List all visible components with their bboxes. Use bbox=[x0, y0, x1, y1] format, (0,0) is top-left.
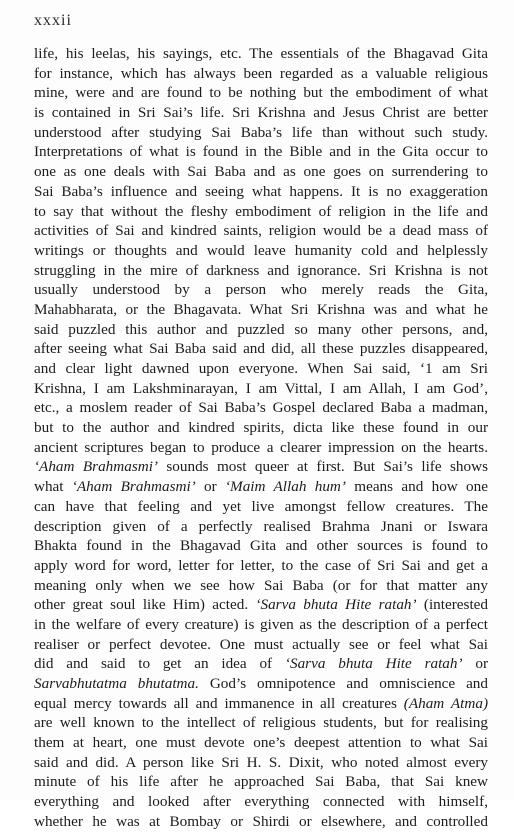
text-run: apply word for word, letter for letter, to the case of Sri Sai and get a bbox=[34, 556, 488, 574]
text-line bbox=[34, 497, 488, 517]
text-line bbox=[34, 615, 488, 635]
text-line bbox=[34, 103, 488, 123]
text-run: Mahabharata, or the Bhagavata. What Sri Krishna was and what he bbox=[34, 300, 488, 318]
text-line bbox=[34, 379, 488, 399]
text-run: Bhakta found in the Bhagavad Gita and other sources is found to bbox=[34, 537, 488, 555]
text-run: ancient scriptures began to produce a clearer impression on the hearts. bbox=[34, 438, 488, 456]
text-line bbox=[34, 733, 488, 753]
text-line bbox=[34, 359, 488, 379]
text-run: life, his leelas, his sayings, etc. The essentials of the Bhagavad Gita bbox=[34, 45, 488, 62]
text-run: activities of Sai and kindred saints, religion would be a dead mass of bbox=[34, 222, 488, 240]
text-run: other great soul like Him) acted. bbox=[34, 596, 256, 614]
italic-phrase: ‘Sarva bhuta Hite ratah’ bbox=[255, 596, 417, 614]
text-run: what bbox=[34, 478, 72, 496]
text-run: said puzzled this author and puzzled so many other persons, and, bbox=[34, 320, 488, 338]
text-run: description given of a perfectly realised Brahma Jnani or Iswara bbox=[34, 517, 488, 535]
text-line bbox=[34, 142, 488, 162]
text-line bbox=[34, 674, 488, 694]
text-line bbox=[34, 300, 488, 320]
text-line bbox=[34, 595, 488, 615]
text-run: sounds most queer at first. But Sai’s life shows bbox=[157, 458, 488, 476]
text-line bbox=[34, 221, 488, 241]
italic-phrase: Sarvabhutatma bhutatma. bbox=[34, 675, 199, 692]
text-line bbox=[34, 123, 488, 143]
text-run: them at heart, one must devote one’s deepest attention to what Sai bbox=[34, 734, 488, 752]
text-run: Interpretations of what is found in the Bible and in the Gita occur to bbox=[34, 143, 488, 161]
text-run: usually understood by a person who merely reads the Gita, bbox=[34, 281, 488, 299]
text-run: God’s omnipotence and omniscience and bbox=[198, 675, 488, 692]
text-line bbox=[34, 713, 488, 733]
text-line bbox=[34, 182, 488, 202]
text-run: understood after studying Sai Baba’s life than without such study. bbox=[34, 123, 488, 141]
text-run: writings or thoughts and would leave humanity cold and helplessly bbox=[34, 241, 488, 259]
text-line bbox=[34, 280, 488, 300]
text-line bbox=[34, 635, 488, 655]
page-number: xxxii bbox=[34, 12, 72, 29]
text-run: one as one deals with Sai Baba and as one goes on surrendering to bbox=[34, 163, 488, 181]
text-run: in the welfare of every creature) is given as the description of a perfect bbox=[34, 615, 488, 633]
text-line bbox=[34, 44, 488, 64]
text-line bbox=[34, 83, 488, 103]
text-run: for instance, which has always been regarded as a valuable religious bbox=[34, 64, 488, 82]
text-run: realiser or perfect devotee. One must actually see or feel what Sai bbox=[34, 635, 488, 653]
text-run: minute of his life after he approached Sai Baba, that Sai knew bbox=[34, 773, 488, 791]
text-line bbox=[34, 792, 488, 812]
text-run: Krishna, I am Lakshminarayan, I am Vittal, I am Allah, I am God’, bbox=[34, 379, 488, 397]
text-run: equal mercy towards all and immanence in all creatures bbox=[34, 694, 404, 712]
text-line bbox=[34, 241, 488, 261]
text-run: struggling in the mire of darkness and ignorance. Sri Krishna is not bbox=[34, 261, 488, 279]
text-run: mine, were and are found to be nothing but the embodiment of what bbox=[34, 84, 488, 102]
text-run: after seeing what Sai Baba said and did, all these puzzles disappeared, bbox=[34, 340, 488, 358]
text-line bbox=[34, 477, 488, 497]
text-line bbox=[34, 536, 488, 556]
text-line bbox=[34, 517, 488, 537]
text-run: everything and looked after everything connected with himself, bbox=[34, 793, 488, 811]
text-line bbox=[34, 812, 488, 832]
text-line bbox=[34, 438, 488, 458]
text-line bbox=[34, 694, 488, 714]
text-line bbox=[34, 320, 488, 340]
text-run: is contained in Sri Sai’s life. Sri Krishna and Jesus Christ are better bbox=[34, 104, 488, 122]
italic-phrase: ‘Maim Allah hum’ bbox=[225, 478, 346, 496]
italic-phrase: (Aham Atma) bbox=[403, 694, 488, 712]
text-line bbox=[34, 398, 488, 418]
text-line bbox=[34, 339, 488, 359]
text-run: and clear light dawned upon everyone. When Sai said, ‘1 am Sri bbox=[34, 360, 488, 377]
text-run: whether he was at Bombay or Shirdi or elsewhere, and controlled bbox=[34, 812, 488, 830]
text-line bbox=[34, 457, 488, 477]
text-run: or bbox=[195, 478, 225, 496]
italic-phrase: ‘Sarva bhuta Hite ratah’ bbox=[284, 655, 463, 673]
body-text bbox=[34, 44, 488, 832]
text-line bbox=[34, 261, 488, 281]
text-run: are well known to the intellect of religious students, but for realising bbox=[34, 714, 488, 732]
text-run: or bbox=[462, 655, 488, 673]
text-run: meaning only when we see how Sai Baba (or for that matter any bbox=[34, 576, 488, 594]
text-run: to say that without the fleshy embodiment of religion in the life and bbox=[34, 202, 488, 220]
italic-phrase: ‘Aham Brahmasmi’ bbox=[34, 458, 158, 476]
text-line bbox=[34, 654, 488, 674]
text-run: etc., a moslem reader of Sai Baba’s Gospel declared Baba a madman, bbox=[34, 399, 488, 417]
text-run: means and how one bbox=[345, 478, 488, 496]
text-run: Sai Baba’s influence and seeing what happens. It is no exaggeration bbox=[34, 182, 488, 200]
text-line bbox=[34, 556, 488, 576]
text-line bbox=[34, 753, 488, 773]
text-run: (interested bbox=[416, 596, 488, 614]
text-run: did and said to get an idea of bbox=[34, 655, 285, 673]
text-run: but to the author and kindred spirits, dicta like these found in our bbox=[34, 419, 488, 437]
text-line bbox=[34, 202, 488, 222]
italic-phrase: ‘Aham Brahmasmi’ bbox=[71, 478, 196, 496]
text-line bbox=[34, 418, 488, 438]
text-line bbox=[34, 162, 488, 182]
text-run: said and did. A person like Sri H. S. Dixit, who noted almost every bbox=[34, 753, 488, 771]
text-line bbox=[34, 64, 488, 84]
text-line bbox=[34, 772, 488, 792]
text-run: can have that feeling and yet live amongst fellow creatures. The bbox=[34, 497, 488, 515]
text-line bbox=[34, 576, 488, 596]
